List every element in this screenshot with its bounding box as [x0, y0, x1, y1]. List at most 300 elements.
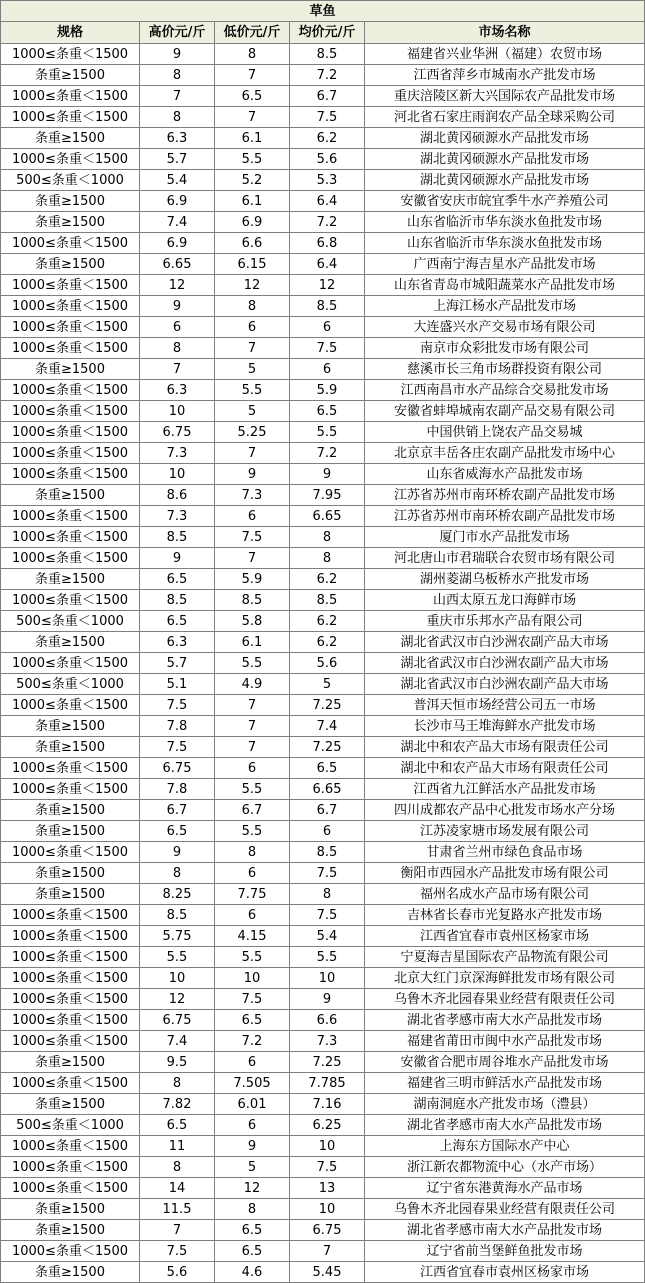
cell-market-name: 中国供销上饶农产品交易城	[365, 422, 645, 443]
cell-high-price: 9	[140, 44, 215, 65]
cell-high-price: 5.6	[140, 1262, 215, 1283]
cell-high-price: 8	[140, 338, 215, 359]
table-row	[1, 1241, 645, 1262]
cell-market-name: 江西省萍乡市城南水产批发市场	[365, 65, 645, 86]
cell-market-name: 江西省宜春市袁州区杨家市场	[365, 1262, 645, 1283]
table-row	[1, 1010, 645, 1031]
cell-spec: 条重≥1500	[1, 128, 140, 149]
cell-market-name: 湖北省孝感市南大水产品批发市场	[365, 1115, 645, 1136]
table-row	[1, 947, 645, 968]
table-row	[1, 359, 645, 380]
table-row	[1, 863, 645, 884]
cell-high-price: 8.5	[140, 527, 215, 548]
cell-spec: 条重≥1500	[1, 800, 140, 821]
table-row	[1, 569, 645, 590]
cell-market-name: 辽宁省东港黄海水产品市场	[365, 1178, 645, 1199]
cell-market-name: 江苏省苏州市南环桥农副产品批发市场	[365, 485, 645, 506]
cell-low-price: 6	[215, 905, 290, 926]
header-spec: 规格	[1, 22, 140, 44]
cell-spec: 1000≤条重＜1500	[1, 275, 140, 296]
cell-market-name: 湖北省孝感市南大水产品批发市场	[365, 1010, 645, 1031]
cell-spec: 500≤条重＜1000	[1, 674, 140, 695]
table-row	[1, 548, 645, 569]
cell-market-name: 浙江新农都物流中心（水产市场）	[365, 1157, 645, 1178]
cell-avg-price: 5.9	[290, 380, 365, 401]
cell-market-name: 南京市众彩批发市场有限公司	[365, 338, 645, 359]
table-row	[1, 1199, 645, 1220]
table-row	[1, 1115, 645, 1136]
cell-high-price: 8.5	[140, 590, 215, 611]
cell-spec: 条重≥1500	[1, 65, 140, 86]
cell-avg-price: 6.5	[290, 401, 365, 422]
cell-spec: 条重≥1500	[1, 569, 140, 590]
cell-low-price: 5	[215, 359, 290, 380]
cell-low-price: 7.2	[215, 1031, 290, 1052]
table-body	[1, 44, 645, 1283]
cell-low-price: 6.5	[215, 1220, 290, 1241]
cell-spec: 条重≥1500	[1, 191, 140, 212]
cell-market-name: 湖北中和农产品大市场有限责任公司	[365, 758, 645, 779]
cell-avg-price: 8.5	[290, 296, 365, 317]
cell-avg-price: 5	[290, 674, 365, 695]
cell-high-price: 8	[140, 1073, 215, 1094]
cell-spec: 条重≥1500	[1, 1220, 140, 1241]
cell-market-name: 山东省临沂市华东淡水鱼批发市场	[365, 212, 645, 233]
cell-market-name: 湖北省武汉市白沙洲农副产品大市场	[365, 653, 645, 674]
cell-high-price: 9	[140, 296, 215, 317]
cell-low-price: 8	[215, 44, 290, 65]
cell-spec: 1000≤条重＜1500	[1, 506, 140, 527]
cell-avg-price: 6.2	[290, 611, 365, 632]
cell-avg-price: 7.5	[290, 338, 365, 359]
cell-spec: 1000≤条重＜1500	[1, 422, 140, 443]
table-row	[1, 674, 645, 695]
cell-low-price: 6.6	[215, 233, 290, 254]
cell-market-name: 湖北中和农产品大市场有限责任公司	[365, 737, 645, 758]
cell-high-price: 10	[140, 464, 215, 485]
cell-high-price: 8	[140, 107, 215, 128]
table-row	[1, 443, 645, 464]
cell-spec: 条重≥1500	[1, 485, 140, 506]
cell-low-price: 7	[215, 443, 290, 464]
table-row	[1, 485, 645, 506]
table-row	[1, 1262, 645, 1283]
cell-high-price: 12	[140, 275, 215, 296]
cell-market-name: 安徽省蚌埠城南农副产品交易有限公司	[365, 401, 645, 422]
cell-avg-price: 8.5	[290, 44, 365, 65]
cell-high-price: 7.8	[140, 779, 215, 800]
cell-low-price: 8	[215, 1199, 290, 1220]
table-row	[1, 527, 645, 548]
cell-spec: 1000≤条重＜1500	[1, 1157, 140, 1178]
cell-avg-price: 7.16	[290, 1094, 365, 1115]
table-row	[1, 275, 645, 296]
cell-spec: 条重≥1500	[1, 1199, 140, 1220]
cell-low-price: 4.15	[215, 926, 290, 947]
cell-avg-price: 5.5	[290, 422, 365, 443]
cell-low-price: 7.75	[215, 884, 290, 905]
cell-market-name: 上海东方国际水产中心	[365, 1136, 645, 1157]
cell-market-name: 宁夏海吉星国际农产品物流有限公司	[365, 947, 645, 968]
cell-low-price: 8.5	[215, 590, 290, 611]
table-row	[1, 317, 645, 338]
cell-avg-price: 8	[290, 884, 365, 905]
cell-spec: 1000≤条重＜1500	[1, 1010, 140, 1031]
cell-low-price: 5.5	[215, 779, 290, 800]
table-row	[1, 800, 645, 821]
cell-high-price: 7.82	[140, 1094, 215, 1115]
table-row	[1, 611, 645, 632]
cell-market-name: 长沙市马王堆海鲜水产批发市场	[365, 716, 645, 737]
table-row	[1, 632, 645, 653]
cell-avg-price: 6.7	[290, 800, 365, 821]
cell-market-name: 福建省兴业华洲（福建）农贸市场	[365, 44, 645, 65]
cell-spec: 1000≤条重＜1500	[1, 1178, 140, 1199]
cell-spec: 1000≤条重＜1500	[1, 548, 140, 569]
table-row	[1, 1094, 645, 1115]
cell-market-name: 湖州菱湖乌板桥水产批发市场	[365, 569, 645, 590]
table-row	[1, 1220, 645, 1241]
cell-high-price: 6.3	[140, 380, 215, 401]
cell-spec: 1000≤条重＜1500	[1, 380, 140, 401]
header-high-price: 高价元/斤	[140, 22, 215, 44]
table-row	[1, 422, 645, 443]
table-row	[1, 1136, 645, 1157]
cell-avg-price: 7.3	[290, 1031, 365, 1052]
cell-high-price: 8.25	[140, 884, 215, 905]
cell-avg-price: 6.4	[290, 254, 365, 275]
cell-low-price: 5.8	[215, 611, 290, 632]
cell-avg-price: 6.8	[290, 233, 365, 254]
cell-market-name: 河北唐山市君瑞联合农贸市场有限公司	[365, 548, 645, 569]
cell-spec: 1000≤条重＜1500	[1, 443, 140, 464]
cell-spec: 1000≤条重＜1500	[1, 926, 140, 947]
cell-high-price: 6.65	[140, 254, 215, 275]
cell-market-name: 安徽省安庆市皖宜季牛水产养殖公司	[365, 191, 645, 212]
cell-low-price: 6.1	[215, 128, 290, 149]
cell-avg-price: 12	[290, 275, 365, 296]
cell-spec: 1000≤条重＜1500	[1, 989, 140, 1010]
cell-avg-price: 6.2	[290, 569, 365, 590]
cell-market-name: 四川成都农产品中心批发市场水产分场	[365, 800, 645, 821]
table-row	[1, 191, 645, 212]
cell-market-name: 上海江杨水产品批发市场	[365, 296, 645, 317]
cell-avg-price: 7	[290, 1241, 365, 1262]
table-row	[1, 149, 645, 170]
cell-avg-price: 6.4	[290, 191, 365, 212]
cell-spec: 500≤条重＜1000	[1, 170, 140, 191]
cell-market-name: 广西南宁海吉星水产品批发市场	[365, 254, 645, 275]
cell-avg-price: 6.5	[290, 758, 365, 779]
cell-market-name: 厦门市水产品批发市场	[365, 527, 645, 548]
cell-high-price: 8	[140, 863, 215, 884]
cell-high-price: 7	[140, 86, 215, 107]
table-row	[1, 926, 645, 947]
table-row	[1, 1031, 645, 1052]
cell-avg-price: 6.7	[290, 86, 365, 107]
table-row	[1, 464, 645, 485]
cell-avg-price: 8	[290, 527, 365, 548]
cell-avg-price: 7.95	[290, 485, 365, 506]
cell-low-price: 7	[215, 695, 290, 716]
cell-spec: 条重≥1500	[1, 821, 140, 842]
cell-low-price: 8	[215, 842, 290, 863]
cell-spec: 1000≤条重＜1500	[1, 296, 140, 317]
cell-market-name: 湖北黄冈硕源水产品批发市场	[365, 149, 645, 170]
cell-avg-price: 7.2	[290, 212, 365, 233]
table-row	[1, 842, 645, 863]
cell-low-price: 6	[215, 317, 290, 338]
cell-low-price: 6	[215, 1115, 290, 1136]
header-row	[1, 22, 645, 44]
cell-avg-price: 9	[290, 989, 365, 1010]
table-row	[1, 968, 645, 989]
cell-high-price: 6.5	[140, 1115, 215, 1136]
cell-high-price: 14	[140, 1178, 215, 1199]
table-row	[1, 212, 645, 233]
cell-market-name: 重庆涪陵区新大兴国际农产品批发市场	[365, 86, 645, 107]
cell-low-price: 5.9	[215, 569, 290, 590]
cell-spec: 1000≤条重＜1500	[1, 86, 140, 107]
table-row	[1, 296, 645, 317]
table-row	[1, 821, 645, 842]
table-row	[1, 905, 645, 926]
cell-avg-price: 10	[290, 1136, 365, 1157]
cell-spec: 1000≤条重＜1500	[1, 44, 140, 65]
cell-avg-price: 7.5	[290, 1157, 365, 1178]
cell-spec: 条重≥1500	[1, 359, 140, 380]
cell-spec: 1000≤条重＜1500	[1, 842, 140, 863]
cell-spec: 1000≤条重＜1500	[1, 527, 140, 548]
cell-avg-price: 7.25	[290, 695, 365, 716]
cell-avg-price: 6	[290, 317, 365, 338]
cell-avg-price: 6.25	[290, 1115, 365, 1136]
cell-spec: 1000≤条重＜1500	[1, 401, 140, 422]
cell-avg-price: 6.2	[290, 632, 365, 653]
cell-low-price: 5.5	[215, 821, 290, 842]
cell-high-price: 5.75	[140, 926, 215, 947]
cell-low-price: 6	[215, 506, 290, 527]
cell-low-price: 6.5	[215, 86, 290, 107]
cell-high-price: 7.5	[140, 695, 215, 716]
cell-high-price: 5.5	[140, 947, 215, 968]
cell-spec: 1000≤条重＜1500	[1, 779, 140, 800]
cell-avg-price: 5.3	[290, 170, 365, 191]
cell-high-price: 7.3	[140, 443, 215, 464]
table-row	[1, 695, 645, 716]
table-row	[1, 884, 645, 905]
table-row	[1, 44, 645, 65]
header-low-price: 低价元/斤	[215, 22, 290, 44]
cell-high-price: 11	[140, 1136, 215, 1157]
cell-market-name: 甘肃省兰州市绿色食品市场	[365, 842, 645, 863]
cell-high-price: 6.75	[140, 422, 215, 443]
cell-low-price: 6.1	[215, 191, 290, 212]
cell-market-name: 安徽省合肥市周谷堆水产品批发市场	[365, 1052, 645, 1073]
cell-market-name: 江西省宜春市袁州区杨家市场	[365, 926, 645, 947]
cell-high-price: 5.7	[140, 653, 215, 674]
cell-low-price: 7.505	[215, 1073, 290, 1094]
cell-avg-price: 6.2	[290, 128, 365, 149]
cell-avg-price: 5.5	[290, 947, 365, 968]
cell-high-price: 6.9	[140, 191, 215, 212]
cell-market-name: 山东省青岛市城阳蔬菜水产品批发市场	[365, 275, 645, 296]
cell-spec: 1000≤条重＜1500	[1, 947, 140, 968]
cell-spec: 1000≤条重＜1500	[1, 107, 140, 128]
cell-avg-price: 5.45	[290, 1262, 365, 1283]
cell-avg-price: 8.5	[290, 842, 365, 863]
cell-avg-price: 7.5	[290, 107, 365, 128]
cell-avg-price: 6.65	[290, 506, 365, 527]
table-row	[1, 401, 645, 422]
table-row	[1, 758, 645, 779]
cell-low-price: 6.5	[215, 1241, 290, 1262]
cell-market-name: 湖北省武汉市白沙洲农副产品大市场	[365, 632, 645, 653]
cell-high-price: 7.4	[140, 1031, 215, 1052]
cell-avg-price: 6	[290, 359, 365, 380]
cell-avg-price: 6.6	[290, 1010, 365, 1031]
cell-low-price: 9	[215, 1136, 290, 1157]
cell-avg-price: 7.25	[290, 1052, 365, 1073]
cell-market-name: 湖北黄冈硕源水产品批发市场	[365, 170, 645, 191]
cell-low-price: 6	[215, 758, 290, 779]
cell-spec: 条重≥1500	[1, 1094, 140, 1115]
cell-market-name: 河北省石家庄雨润农产品全球采购公司	[365, 107, 645, 128]
cell-market-name: 大连盛兴水产交易市场有限公司	[365, 317, 645, 338]
cell-spec: 条重≥1500	[1, 632, 140, 653]
cell-low-price: 9	[215, 464, 290, 485]
cell-spec: 1000≤条重＜1500	[1, 1073, 140, 1094]
cell-low-price: 5.2	[215, 170, 290, 191]
cell-spec: 条重≥1500	[1, 1052, 140, 1073]
cell-avg-price: 5.6	[290, 149, 365, 170]
cell-avg-price: 10	[290, 1199, 365, 1220]
cell-market-name: 江西省九江鲜活水产品批发市场	[365, 779, 645, 800]
cell-avg-price: 5.6	[290, 653, 365, 674]
cell-spec: 1000≤条重＜1500	[1, 317, 140, 338]
cell-market-name: 湖南洞庭水产批发市场（澧县）	[365, 1094, 645, 1115]
cell-avg-price: 7.25	[290, 737, 365, 758]
cell-low-price: 8	[215, 296, 290, 317]
table-row	[1, 338, 645, 359]
cell-avg-price: 7.5	[290, 863, 365, 884]
cell-high-price: 9.5	[140, 1052, 215, 1073]
table-row	[1, 86, 645, 107]
cell-high-price: 6.5	[140, 569, 215, 590]
cell-spec: 1000≤条重＜1500	[1, 1031, 140, 1052]
cell-market-name: 江西南昌市水产品综合交易批发市场	[365, 380, 645, 401]
cell-high-price: 8	[140, 1157, 215, 1178]
table-row	[1, 653, 645, 674]
cell-market-name: 乌鲁木齐北园春果业经营有限责任公司	[365, 1199, 645, 1220]
cell-low-price: 5	[215, 1157, 290, 1178]
table-row	[1, 716, 645, 737]
cell-high-price: 8	[140, 65, 215, 86]
cell-high-price: 6.7	[140, 800, 215, 821]
cell-market-name: 湖北省孝感市南大水产品批发市场	[365, 1220, 645, 1241]
cell-high-price: 5.4	[140, 170, 215, 191]
cell-spec: 1000≤条重＜1500	[1, 590, 140, 611]
cell-market-name: 山西太原五龙口海鲜市场	[365, 590, 645, 611]
cell-spec: 1000≤条重＜1500	[1, 1241, 140, 1262]
cell-avg-price: 6.75	[290, 1220, 365, 1241]
cell-market-name: 福建省莆田市闽中水产品批发市场	[365, 1031, 645, 1052]
cell-high-price: 8.5	[140, 905, 215, 926]
cell-high-price: 12	[140, 989, 215, 1010]
cell-low-price: 5.5	[215, 947, 290, 968]
cell-high-price: 7	[140, 1220, 215, 1241]
cell-avg-price: 7.785	[290, 1073, 365, 1094]
cell-avg-price: 8	[290, 548, 365, 569]
table-row	[1, 233, 645, 254]
cell-spec: 1000≤条重＜1500	[1, 149, 140, 170]
cell-low-price: 6.1	[215, 632, 290, 653]
table-row	[1, 590, 645, 611]
cell-high-price: 6.75	[140, 758, 215, 779]
cell-avg-price: 13	[290, 1178, 365, 1199]
cell-market-name: 普洱天恒市场经营公司五一市场	[365, 695, 645, 716]
cell-market-name: 吉林省长春市光复路水产批发市场	[365, 905, 645, 926]
cell-low-price: 6.5	[215, 1010, 290, 1031]
cell-high-price: 6.9	[140, 233, 215, 254]
cell-avg-price: 7.5	[290, 905, 365, 926]
table-row	[1, 989, 645, 1010]
cell-high-price: 7.3	[140, 506, 215, 527]
cell-low-price: 7	[215, 548, 290, 569]
cell-high-price: 7.5	[140, 737, 215, 758]
cell-low-price: 5.25	[215, 422, 290, 443]
cell-low-price: 7.5	[215, 527, 290, 548]
cell-high-price: 6.5	[140, 821, 215, 842]
cell-market-name: 湖北省武汉市白沙洲农副产品大市场	[365, 674, 645, 695]
cell-market-name: 福建省三明市鲜活水产品批发市场	[365, 1073, 645, 1094]
cell-spec: 1000≤条重＜1500	[1, 1136, 140, 1157]
cell-high-price: 7	[140, 359, 215, 380]
table-row	[1, 380, 645, 401]
cell-high-price: 5.1	[140, 674, 215, 695]
cell-market-name: 衡阳市西园水产品批发市场有限公司	[365, 863, 645, 884]
cell-spec: 1000≤条重＜1500	[1, 338, 140, 359]
cell-spec: 1000≤条重＜1500	[1, 905, 140, 926]
table-row	[1, 254, 645, 275]
table-row	[1, 506, 645, 527]
cell-avg-price: 9	[290, 464, 365, 485]
cell-spec: 1000≤条重＜1500	[1, 695, 140, 716]
cell-market-name: 山东省临沂市华东淡水鱼批发市场	[365, 233, 645, 254]
cell-high-price: 6.3	[140, 128, 215, 149]
header-avg-price: 均价元/斤	[290, 22, 365, 44]
cell-low-price: 7.3	[215, 485, 290, 506]
cell-high-price: 7.5	[140, 1241, 215, 1262]
cell-low-price: 4.6	[215, 1262, 290, 1283]
cell-spec: 条重≥1500	[1, 884, 140, 905]
table-row	[1, 128, 645, 149]
cell-market-name: 山东省威海水产品批发市场	[365, 464, 645, 485]
cell-high-price: 6.75	[140, 1010, 215, 1031]
cell-avg-price: 10	[290, 968, 365, 989]
cell-low-price: 5.5	[215, 653, 290, 674]
cell-low-price: 6.15	[215, 254, 290, 275]
cell-low-price: 6	[215, 863, 290, 884]
cell-avg-price: 6.65	[290, 779, 365, 800]
cell-spec: 条重≥1500	[1, 212, 140, 233]
cell-low-price: 10	[215, 968, 290, 989]
cell-high-price: 9	[140, 842, 215, 863]
table-row	[1, 1157, 645, 1178]
table-row	[1, 1178, 645, 1199]
cell-low-price: 7	[215, 65, 290, 86]
table-row	[1, 737, 645, 758]
